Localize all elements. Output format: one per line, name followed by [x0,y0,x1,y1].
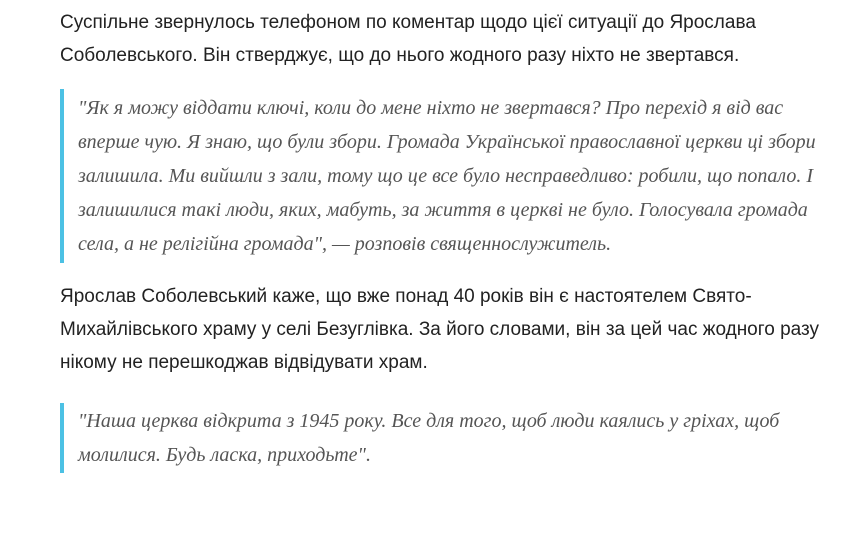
quote-bar [60,89,64,263]
paragraph: Суспільне звернулось телефоном по коментар щодо цієї ситуації до Ярослава Соболевського. Він стверджує, що до нього жодного разу ніхто не звертався. [60,12,756,66]
paragraph: Ярослав Соболевський каже, що вже понад 40 років він є настоятелем Свято-Михайлівського храму у селі Безуглівка. За його словами, він за цей час жодного разу нікому не перешкоджав відвідувати храм. [60,286,820,373]
article-body [60,0,840,473]
quote-text: "Наша церква відкрита з 1945 року. Все для того, щоб люди каялись у гріхах, щоб молилися. Будь ласка, приходьте". [78,410,780,466]
blockquote [60,403,840,473]
quote-bar [60,403,64,473]
blockquote [60,89,840,263]
quote-text: "Як я можу віддати ключі, коли до мене ніхто не звертався? Про перехід я від вас вперше чую. Я знаю, що були збори. Громада Української православної церкви ці збори залишила. Ми вийшли з зали, тому що це все було несправедливо: робили, що попало. І залишилися такі люди, яких, мабуть, за життя в церкві не було. Голосувала громада села, а не релігійна громада", — розповів священнослужитель. [78,97,816,255]
